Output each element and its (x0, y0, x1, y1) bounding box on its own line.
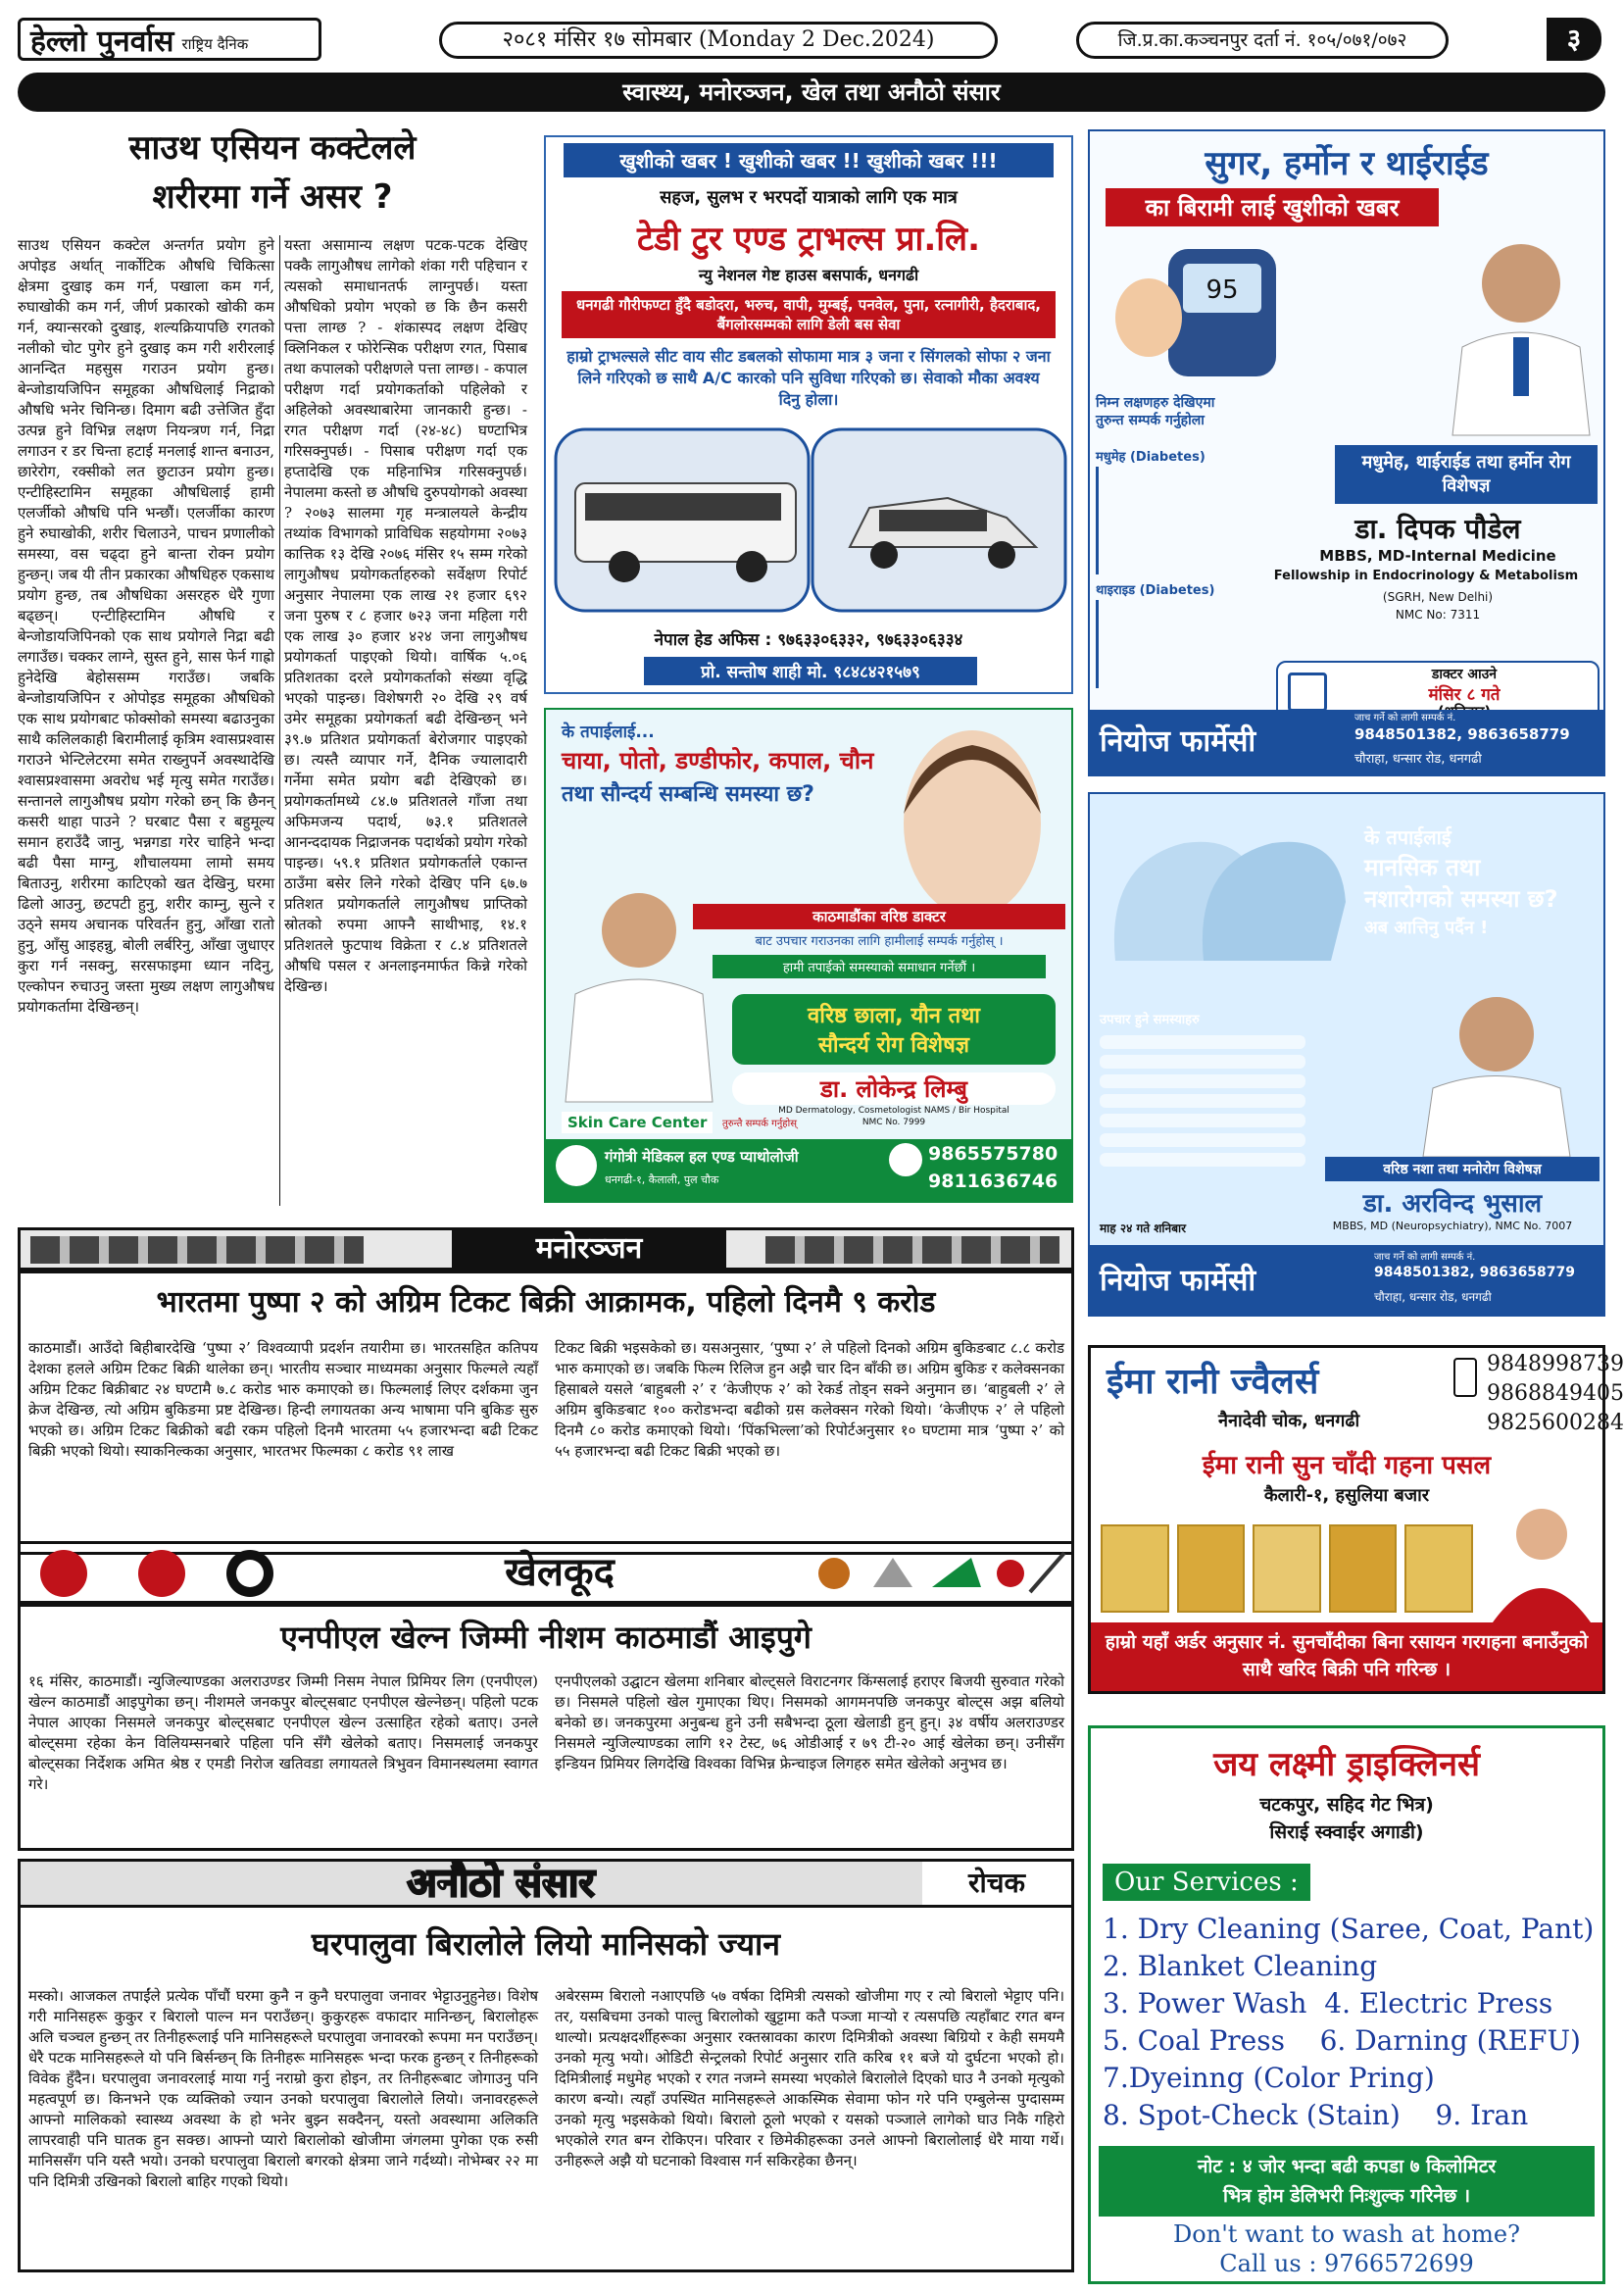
jewellers-shop-address: कैलारी-१, हसुलिया बजार (1263, 1485, 1430, 1506)
dry-cleaners-addr2: सिराई स्क्वाईर अगाडी) (1269, 1821, 1424, 1843)
service-item: 9. Iran (1435, 2099, 1529, 2131)
service-row (1103, 2022, 1594, 2060)
dry-cleaners-addr1: चटकपुर, सहिद गेट भित्र) (1259, 1794, 1434, 1816)
dry-cleaners-ad (1088, 1725, 1605, 2284)
skin-line1: चाया, पोतो, डण्डीफोर, कपाल, चौन (562, 747, 874, 774)
dry-cleaners-name: जय लक्ष्मी ड्राइक्लिनर्स (1213, 1745, 1480, 1784)
dry-note-line1: नोट : ४ जोर भन्दा बढी कपडा ७ किलोमिटर (1197, 2156, 1497, 2177)
service-item: 4. Electric Press (1324, 1987, 1553, 2019)
article-cocktail-col1: साउथ एसियन कक्टेल अन्तर्गत प्रयोग हुने अपोइड अर्थात् नार्कोटिक औषधि चिकित्सा क्षेत्रमा दुखाइ कम गर्न, पखाला कम गर्न, रुघाखोकी कम गर्न, जीर्ण प्रकारको खोकी कम गर्न, क्यान्सरको दुखाइ, शल्यक्रियापछि रगतको नलीको चोट पुगेर हुने दुखाइ कम गरी शरीरलाई आनन्दित महसुस गराउन प्रयोग हुन्छ। बेन्जोडायजिपिन समूहका औषधिलाई निद्राको औषधि भनेर चिनिन्छ। दिमाग बढी उत्तेजित हुँदा उत्पन्न हुने विभिन्न लक्षण नियन्त्रण गर्न, निद्रा लगाउन र डर चिन्ता हटाई मनलाई शान्त बनाउन, छारेरोग, रक्सीको लत छुटाउन प्रयोग हुन्छ। एन्टीहिस्टामिन समूहका औषधिलाई हामी एलर्जीको औषधि पनि भन्छौं। एलर्जीका कारण हुने रुघाखोकी, शरीर चिलाउने, पाचन प्रणालीको समस्या, वस चढ्दा हुने बान्ता रोक्न प्रयोग हुन्छन्। जब यी तीन प्रकारका औषधिहरु एकसाथ प्रयोग हुन्छ, तब औषधिका असरहरु धेरै गुणा बढ्छन्। एन्टीहिस्टामिन औषधि र बेन्जोडायजिपिनको एक साथ प्रयोगले निद्रा बढी लगाउँछ। चक्कर लाग्ने, सुस्त हुने, सास फेर्न गाह्रो हुनेदेखि बेहोससम्म गराउँछ। जबकि बेन्जोडायजिपिन र ओपोइड समूहका औषधिको एक साथ प्रयोगबाट फोक्सोको समस्या बढाउनुका साथै कलिलकाही बिरामीलाई कृत्रिम श्वासप्रश्वास गराउने भेन्टिलेटरमा समेत राख्नुपर्ने अवस्थादेखि श्वासप्रश्वासमा अवरोध भई मृत्यु समेत गराउँछ। सन्तानले लागुऔषध प्रयोग गरेको छन् कि छैनन् कसरी थाहा पाउने ? घरबाट पैसा र बहुमूल्य समान हराउँदै जानु, भन्नगडा गरेर चाहिने भन्दा बढी पैसा माग्नु, शौचालयमा लामो समय बिताउनु, शरीरमा काटिएको खत देखिनु, घरमा ढिलो आउनु, छटपटी हुनु, शरीर काम्नु, सुत्ने र उठ्ने समय अचानक परिवर्तन हुनु, आँखा रातो हुनु, आँसु आइहन्नु, बोली लर्बरिनु, आँखा जुधाएर कुरा गर्न नसक्नु, सरसफाइमा ध्यान नदिनु, एल्कोपन रुचाउनु जस्ता मुख्य लक्षण लागुऔषध प्रयोगकर्तामा देखिन्छन्। (18, 236, 274, 1016)
mental-question: के तपाईलाई (1364, 825, 1452, 849)
mobile-phone-icon (1453, 1358, 1477, 1397)
service-item: 1. Dry Cleaning (Saree, Coat, Pant) (1103, 1913, 1595, 1945)
sports-banner (18, 1541, 1074, 1604)
mental-pharmacy-footer (1090, 1245, 1603, 1315)
service-item: 7.Dyeinng (Color Pring) (1103, 2062, 1435, 2094)
diabetes-doctor-degree: MBBS, MD-Internal Medicine (1319, 547, 1556, 565)
pharmacy-location: चौराहा, धन्सार रोड, धनगढी (1354, 752, 1482, 767)
travel-routes: धनगढी गौरीफण्टा हुँदै बडोदरा, भरुच, वापी, मुम्बई, पनवेल, पुना, रत्नागीरी, हैदराबाद, बैंगलोरसम्मको लागि डेली बस सेवा (562, 291, 1056, 338)
jewel-item (1329, 1524, 1398, 1613)
masthead (18, 18, 1605, 61)
skin-clinic-address: धनगढी-१, कैलाली, पुल चौक (605, 1173, 719, 1186)
diabetes-symptoms-title: निम्न लक्षणहरु देखिएमा तुरुन्त सम्पर्क गर्नुहोला (1096, 395, 1215, 428)
skin-doctor-name: डा. लोकेन्द्र लिम्बु (732, 1072, 1056, 1105)
mental-pharmacy-name: नियोज फार्मेसी (1100, 1264, 1256, 1298)
diabetes-doctor-name: डा. दिपक पौडेल (1354, 513, 1521, 545)
skin-tag1: काठमाडौंका वरिष्ठ डाक्टर (693, 904, 1065, 929)
jewellers-name: ईमा रानी ज्वैलर्स (1107, 1362, 1319, 1402)
dry-note-line2: भित्र होम डेलिभरी निःशुल्क गरिनेछ । (1222, 2185, 1471, 2207)
entertainment-title: भारतमा पुष्पा २ को अग्रिम टिकट बिक्री आक्रामक, पहिलो दिनमै ९ करोड (156, 1285, 936, 1320)
travel-ad (544, 135, 1073, 694)
entertainment-article (18, 1271, 1074, 1555)
svg-text:95: 95 (1206, 275, 1239, 305)
travel-seats: हाम्रो ट्राभल्सले सीट वाय सीट डबलको सोफामा मात्र ३ जना र सिंगलको सोफा २ जना लिने गरिएको छ साथै A/C कारको पनि सुविधा गरिएको छ। सेवाको मौका अवश्य दिनु होला। (566, 347, 1051, 409)
dermatologist-photo (556, 876, 722, 1102)
article-cocktail-col2: यस्ता असामान्य लक्षण पटक-पटक देखिए पक्कै लागुऔषध लागेको शंका गरी पहिचान र त्यसको समाधानतर्फ लाग्नुपर्छ। यस्ता औषधिको प्रयोग भएको छ कि छैन कसरी पत्ता लाग्छ ? - शंकास्पद लक्षण देखिए क्लिनिकल र फोरेन्सिक परीक्षण रगत, पिसाब तथा कपालको परीक्षणले पत्ता लाग्छ। - कपाल परीक्षण गर्दा प्रयोगकर्ताको पहिलेको र अहिलेको अवस्थाबारेमा जानकारी हुन्छ। - रगत परीक्षण गर्दा (२४-४८) घण्टाभित्र गरिसक्नुपर्छ। - पिसाब परीक्षण गर्दा एक हप्तादेखि एक महिनाभित्र गरिसक्नुपर्छ। नेपालमा कस्तो छ औषधि दुरुपयोगको अवस्था ? २०७३ सालमा गृह मन्त्रालयले केन्द्रीय तथ्यांक विभागको प्राविधिक सहयोगमा २०७३ कात्तिक १३ देखि २०७६ मंसिर १५ सम्म गरेको लागुऔषध प्रयोगकर्ताहरुको सर्वेक्षण रिपोर्ट अनुसार नेपालमा एक लाख २१ हजार ६९२ जना पुरुष र ८ हजार ७२३ जना महिला गरी एक लाख ३० हजार ४२४ जना लागुऔषध प्रयोगकर्ता पाइएको थियो। वार्षिक ५.०६ प्रतिशतका दरले प्रयोगकर्ताको संख्या वृद्धि भएको पाइन्छ। विशेषगरी २० देखि २९ वर्ष उमेर समूहका प्रयोगकर्ता बढी देखिन्छन् भने ३९.७ प्रतिशत प्रयोगकर्ता बेरोजगार पाइएको छ। त्यस्तै व्यापार गर्ने, दैनिक ज्यालादारी गर्नेमा समेत प्रयोग बढी देखिएको छ। प्रयोगकर्तामध्ये ८४.७ प्रतिशतले गाँजा तथा अफिमजन्य पदार्थ, ७३.१ प्रतिशतले आनन्ददायक निद्राजनक पदार्थको प्रयोग गरेको पाइन्छ। ५९.१ प्रतिशत प्रयोगकर्ताले एकान्त ठाउँमा बसेर लिने गरेको देखिए पनि ६७.७ प्रतिशत प्रयोगकर्ताले लागुऔषध प्राप्तिको स्रोतको रुपमा आफ्नै साथीभाइ, १४.१ प्रतिशतले फुटपाथ विक्रेता र ८.४ प्रतिशतले औषधि पसल र अनलाइनमार्फत किन्ने गरेको देखिन्छ। (284, 236, 527, 995)
symptom-list-2 (1096, 600, 1243, 688)
jewellery-gallery (1101, 1524, 1473, 1613)
weird-col1: मस्को। आजकल तपाईंले प्रत्येक पाँचौं घरमा कुनै न कुनै घरपालुवा जनावर भेट्टाउनुहुनेछ। विशेष गरी मानिसहरू कुकुर र बिरालो पाल्न मन पराउँछन्। कुकुरहरू वफादार मानिन्छन्, बिरालोहरू अलि चञ्चल हुन्छन् तर तिनीहरूलाई पनि मानिसहरूले घरपालुवा जनावरको रूपमा मन पराउँछन्। धेरै पटक मानिसहरूले यो पनि बिर्सन्छन् कि तिनीहरू मानिसहरू भन्दा फरक हुन्छन् र तिनीहरूको विवेक हुँदैन। घरपालुवा जनावरलाई माया गर्नु नराम्रो कुरा होइन, तर तिनीहरूबाट जोगाउनु पनि महत्वपूर्ण छ। किनभने एक व्यक्तिको ज्यान उनको घरपालुवा बिरालोले लियो। जनावरहरूले आफ्नो मालिकको स्वास्थ्य अवस्था के हो भनेर बुझ्न सक्दैनन्, यस्तो अवस्थामा अलिकति लापरवाही पनि घातक हुन सक्छ। आफ्नो प्यारो बिरालोको खोजीमा जंगलमा पुगेका एक रुसी मानिससँग पनि यस्तै भयो। उनको घरपालुवा बिरालो बगरको क्षेत्रमा जाने गर्दथ्यो। नोभेम्बर २२ मा पनि दिमित्री उखिनको बिरालो बाहिर गएको थियो। (28, 1987, 538, 2190)
entertainment-col1: काठमाडौं। आउँदो बिहीबारदेखि ‘पुष्पा २’ विश्वव्यापी प्रदर्शन तयारीमा छ। भारतसहित कतिपय देशका हलले अग्रिम टिकट बिक्री थालेका छन्। भारतीय सञ्चार माध्यमका अनुसार फिल्मले त्यहाँ अग्रिम टिकट बिक्रीबाट २४ घण्टामै ७.८ करोड भारु कमाएको छ। फिल्मलाई लिएर दर्शकमा जुन क्रेज देखिन्छ, त्यो अग्रिम बुकिङमा प्रष्ट देखिन्छ। हिन्दी लगायतका अन्य भाषामा पनि बुकिङ सुरु भएको छ। अग्रिम टिकट बिक्रीको बढी रकम पहिलो दिनमै भारतमा ५५ हजारभन्दा बढी टिकट बिक्री भएको थियो। स्याकनिल्कका अनुसार, भारतभर फिल्मका ८ करोड ९१ लाख (28, 1339, 538, 1460)
service-item: 3. Power Wash (1103, 1987, 1307, 2019)
travel-company: टेडी टुर एण्ड ट्राभल्स प्रा.लि. (636, 220, 981, 259)
clinic-logo-icon (556, 1145, 597, 1186)
pharmacy-name: नियोज फार्मेसी (1100, 724, 1256, 759)
brain-heads-icon (1096, 814, 1351, 980)
phone-icon (889, 1143, 922, 1176)
jewel-item (1404, 1524, 1473, 1613)
diabetes-fellowship: Fellowship in Endocrinology & Metabolism (1273, 569, 1579, 583)
skin-degree: MD Dermatology, Cosmetologist NAMS / Bir Hospital (778, 1106, 1009, 1116)
diabetes-hospital: (SGRH, New Delhi) (1382, 590, 1494, 604)
symptom-list-1 (1096, 467, 1243, 574)
travel-phone: नेपाल हेड अफिस : ९७६३३०६३३२, ९७६३३०६३३४ (654, 630, 963, 650)
skin-clinic-footer (546, 1139, 1071, 1202)
diabetes-specialty: मधुमेह, थाईराईड तथा हर्मोन रोग विशेषज्ञ (1335, 445, 1598, 504)
mental-phone: 9848501382, 9863658779 (1374, 1265, 1576, 1280)
sports-col2: एनपीएलको उद्घाटन खेलमा शनिबार बोल्ट्सले विराटनगर किंग्सलाई हराएर बिजयी सुरुवात गरेको छ। निसमले पहिलो खेल गुमाएका थिए। निसमको आगमनपछि जनकपुर बोल्ट्स अझ बलियो बनेको छ। जनकपुरमा अनुबन्ध हुने उनी सबैभन्दा ठूला खेलाडी हुन् हुन्। ३४ वर्षीय अलराउण्डर निसमले न्युजिल्याण्डका लागि १२ टेस्ट, ७६ ओडीआई र ७९ टी-२० आई खेलेका छन्। उनीसँग इन्डियन प्रिमियर लिगदेखि विश्वका विभिन्न फ्रेन्चाइज लिगहरु समेत खेलेको अनुभव छ। (555, 1672, 1064, 1772)
psychiatrist-photo (1413, 980, 1580, 1157)
jewellers-phone3: 9825600284 (1487, 1411, 1624, 1435)
jewel-item (1101, 1524, 1169, 1613)
mental-doctor-name: डा. अरविन्द भुसाल (1362, 1189, 1543, 1219)
service-item: 2. Blanket Cleaning (1103, 1950, 1378, 1982)
treat-title: उपचार हुने समस्याहरु (1100, 1013, 1200, 1027)
mental-contact-label: जाच गर्ने को लागी सम्पर्क नं. (1374, 1252, 1476, 1263)
jewellers-phone2: 9868849405 (1487, 1381, 1624, 1406)
sports-icons-left (25, 1546, 299, 1601)
mental-specialty: वरिष्ठ नशा तथा मनोरोग विशेषज्ञ (1325, 1157, 1599, 1181)
doctor-photo (1443, 229, 1599, 435)
visit-label: डाक्टर आउने (1431, 667, 1498, 682)
skin-specialty-box (732, 994, 1056, 1065)
registration-number: जि.प्र.का.कञ्चनपुर दर्ता नं. १०५/०७१/०७२ (1076, 22, 1449, 59)
weird-world-tag: रोचक (922, 1862, 1071, 1905)
dry-cta-line1: Don't want to wash at home? (1173, 2220, 1520, 2248)
column-divider (279, 235, 280, 1206)
skin-clinic-name: गंगोत्री मेडिकल हल एण्ड प्याथोलोजी (605, 1148, 799, 1166)
newspaper-logo (18, 18, 321, 61)
diabetes-heading2: का बिरामी लाई खुशीको खबर (1106, 188, 1439, 226)
travel-tagline: सहज, सुलभ र भरपर्दो यात्राको लागि एक मात्र (660, 187, 958, 208)
visit-date: मंसिर ८ गते (1428, 685, 1501, 705)
mental-visit: माह २४ गते शनिबार (1100, 1221, 1187, 1235)
issue-date: २०८१ मंसिर १७ सोमबार (Monday 2 Dec.2024) (439, 22, 998, 59)
bride-model-image (1483, 1495, 1600, 1622)
jewellers-ad (1088, 1345, 1624, 1694)
newspaper-subtitle: राष्ट्रिय दैनिक (181, 35, 249, 53)
services-label: Our Services : (1103, 1864, 1310, 1901)
weird-world-article (18, 1908, 1074, 2272)
article-title-line1: साउथ एसियन कक्टेलले (128, 128, 417, 168)
jewellers-address: नैनादेवी चोक, धनगढी (1218, 1411, 1360, 1431)
travel-proprietor: प्रो. सन्तोष शाही मो. ९८४८४२१५७९ (644, 657, 977, 685)
page-number: ३ (1547, 18, 1601, 61)
jewel-item (1253, 1524, 1321, 1613)
article-cocktail-header (18, 124, 527, 231)
jewel-item (1177, 1524, 1246, 1613)
entertainment-label: मनोरञ्जन (452, 1230, 726, 1268)
mental-degree: MBBS, MD (Neuropsychiatry), NMC No. 7007 (1332, 1220, 1573, 1232)
pharmacy-phone: 9848501382, 9863658779 (1354, 725, 1570, 743)
pharmacy-contact-label: जाच गर्ने को लागी सम्पर्क नं. (1354, 713, 1456, 723)
glucose-meter-icon (1109, 229, 1315, 386)
service-item: 6. Darning (REFU) (1319, 2024, 1581, 2057)
film-strip-icon-right (765, 1236, 1059, 1264)
weird-title: घरपालुवा बिरालोले लियो मानिसको ज्यान (311, 1925, 781, 1963)
travel-banner: खुशीको खबर ! खुशीको खबर !! खुशीको खबर !!! (564, 143, 1054, 177)
mental-line3: अब आत्तिनु पर्दैन ! (1364, 918, 1489, 938)
pharmacy-footer (1090, 710, 1603, 774)
weird-world-banner (18, 1859, 1074, 1908)
weird-col2: अबेरसम्म बिरालो नआएपछि ५७ वर्षका दिमित्री त्यसको खोजीमा गए र त्यो बिरालो भेट्टाए पनि। तर, यसबिचमा उनको पाल्तु बिरालोको खुट्टामा कतै पञ्जा मार्‍यो र त्यसपछि त्यहाँबाट रगत बग्न थाल्यो। प्रत्यक्षदर्शीहरूका अनुसार रक्तस्रावका कारण दिमित्रीको अवस्था बिग्रियो र केही समयमै उनको मृत्यु भयो। ओडिटी सेन्ट्रलको रिपोर्ट अनुसार राति करिब ११ बजे यो दुर्घटना भएको हो। दिमित्रीलाई मधुमेह भएको र रगत नजम्ने समस्या भएकोले बिरालोले दिएको घाउ नै उनको मृत्युको कारण बन्यो। त्यहाँ उपस्थित मानिसहरूले आकस्मिक सेवामा फोन गरे पनि एम्बुलेन्स पुग्दासम्म उनको मृत्यु भइसकेको थियो। बिरालो ठूलो भएको र यसको पञ्जाले लागेको घाउ निकै गहिरो भएकोले रगत बग्न रोकिएन। परिवार र छिमेकीहरूका उनले आफ्नो बिरालोलाई धेरै माया गर्थे। उनीहरूले अझै यो घटनाको विश्वास गर्न सकिरहेका छैनन्। (555, 1987, 1064, 2169)
diabetes-nmc: NMC No: 7311 (1395, 608, 1481, 622)
mental-location: चौराहा, धन्सार रोड, धनगढी (1374, 1290, 1492, 1304)
skin-specialty2: सौन्दर्य रोग विशेषज्ञ (818, 1033, 969, 1058)
skin-specialty1: वरिष्ठ छाला, यौन तथा (808, 1004, 980, 1028)
travel-address: न्यु नेशनल गेष्ट हाउस बसपार्क, धनगढी (698, 266, 919, 284)
treat-list (1100, 1029, 1305, 1245)
article-title-line2: शरीरमा गर्ने असर ? (152, 177, 393, 217)
service-row (1103, 1985, 1594, 2022)
film-strip-icon (30, 1236, 364, 1264)
sports-article (18, 1604, 1074, 1851)
services-list (1103, 1911, 1594, 2134)
diabetes-heading1: सुगर, हर्मोन र थाईराईड (1205, 144, 1489, 183)
mental-line1: मानसिक तथा (1364, 854, 1481, 881)
symptom-group-thyroid: थाइराइड (Diabetes) (1096, 583, 1215, 598)
service-row (1103, 2097, 1594, 2134)
section-strip: स्वास्थ्य, मनोरञ्जन, खेल तथा अनौठो संसार (18, 73, 1605, 112)
skin-question: के तपाईलाई... (562, 723, 655, 742)
skin-ad (544, 708, 1073, 1203)
skin-care-center: Skin Care Center (562, 1112, 713, 1133)
symptom-group-diabetes: मधुमेह (Diabetes) (1096, 450, 1206, 465)
skin-tag3: हामी तपाईको समस्याको समाधान गर्नेछौं । (713, 955, 1046, 978)
calendar-icon (1288, 673, 1327, 712)
skin-contact-note: तुरुन्तै सम्पर्क गर्नुहोस् (722, 1119, 797, 1129)
dry-cleaners-note (1099, 2146, 1595, 2217)
service-item: 5. Coal Press (1103, 2024, 1285, 2057)
entertainment-col2: टिकट बिक्री भइसकेको छ। यसअनुसार, ‘पुष्पा २’ ले पहिलो दिनको अग्रिम बुकिङबाट ८.८ करोड भारु कमाएको छ। जबकि फिल्म रिलिज हुन अझै चार दिन बाँकी छ। अग्रिम बुकिङ र कलेक्सनका हिसाबले यसले ‘बाहुबली २’ र ‘केजीएफ २’ को रेकर्ड तोड्न सक्ने अनुमान छ। ‘बाहुबली २’ ले अग्रिम बुकिङबाट १०० करोडभन्दा बढीको ग्रस कलेक्सन गरेको थियो। ‘केजीएफ २’ ले पहिलो दिनमै ८० करोड कमाएको थियो। ‘पिंकभिल्ला’को रिपोर्टअनुसार १० घण्टामा मात्र ‘पुष्पा २’ को ५५ हजारभन्दा बढी टिकट बिक्री भएको छ। (555, 1339, 1064, 1460)
skin-line2: तथा सौन्दर्य सम्बन्धि समस्या छ? (562, 782, 814, 807)
weird-world-label: अनौठो संसार (407, 1861, 595, 1906)
jewellers-shop: ईमा रानी सुन चाँदी गहना पसल (1202, 1451, 1492, 1480)
skin-nmc: NMC No. 7999 (861, 1118, 926, 1127)
sports-col1: १६ मंसिर, काठमाडौं। न्युजिल्याण्डका अलराउण्डर जिम्मी निसम नेपाल प्रिमियर लिग (एनपीएल) खेल्न काठमाडौं आइपुगेका छन्। नीशमले जनकपुर बोल्ट्सबाट एनपीएल खेल्नेछन्। पहिलो पटक नेपाल आएका निसमले जनकपुर बोल्ट्सबाट एनपीएल खेल्न उत्साहित रहेको बताए। उनले बोल्ट्समा रहेका केन विलियम्सनबारे पहिला पनि सँगै खेलेको बताए। निसमलाई जनकपुर बोल्ट्सका निर्देशक अमित श्रेष्ठ र एमडी निरोज खतिवडा लगायतले त्रिभुवन विमानस्थलमा स्वागत गरे। (28, 1672, 538, 1793)
sports-icons-right (814, 1548, 1069, 1599)
dry-cta-line2: Call us : 9766572699 (1219, 2250, 1474, 2277)
service-item: 8. Spot-Check (Stain) (1103, 2099, 1401, 2131)
mental-line2: नशारोगको समस्या छ? (1364, 885, 1558, 913)
diabetes-ad (1088, 129, 1605, 776)
sports-title: एनपीएल खेल्न जिम्मी नीशम काठमाडौं आइपुगे (280, 1619, 812, 1656)
skin-tag2: बाट उपचार गराउनका लागि हामीलाई सम्पर्क गर्नुहोस् । (755, 934, 1004, 949)
newspaper-title: हेल्लो पुनर्वास (30, 24, 174, 59)
sports-label: खेलकूद (505, 1550, 615, 1595)
bus-and-car-image (556, 429, 1065, 611)
mental-health-ad (1088, 792, 1605, 1317)
skin-phone1: 9865575780 (928, 1143, 1058, 1165)
jewellers-note: हाम्रो यहाँ अर्डर अनुसार नं. सुनचाँदीका बिना रसायन गरगहना बनाउँनुको साथै खरिद बिक्री पनि गरिन्छ । (1091, 1622, 1602, 1691)
skin-phone2: 9811636746 (928, 1171, 1058, 1192)
jewellers-phone1: 9848998739 (1487, 1352, 1624, 1376)
entertainment-banner (18, 1227, 1074, 1271)
